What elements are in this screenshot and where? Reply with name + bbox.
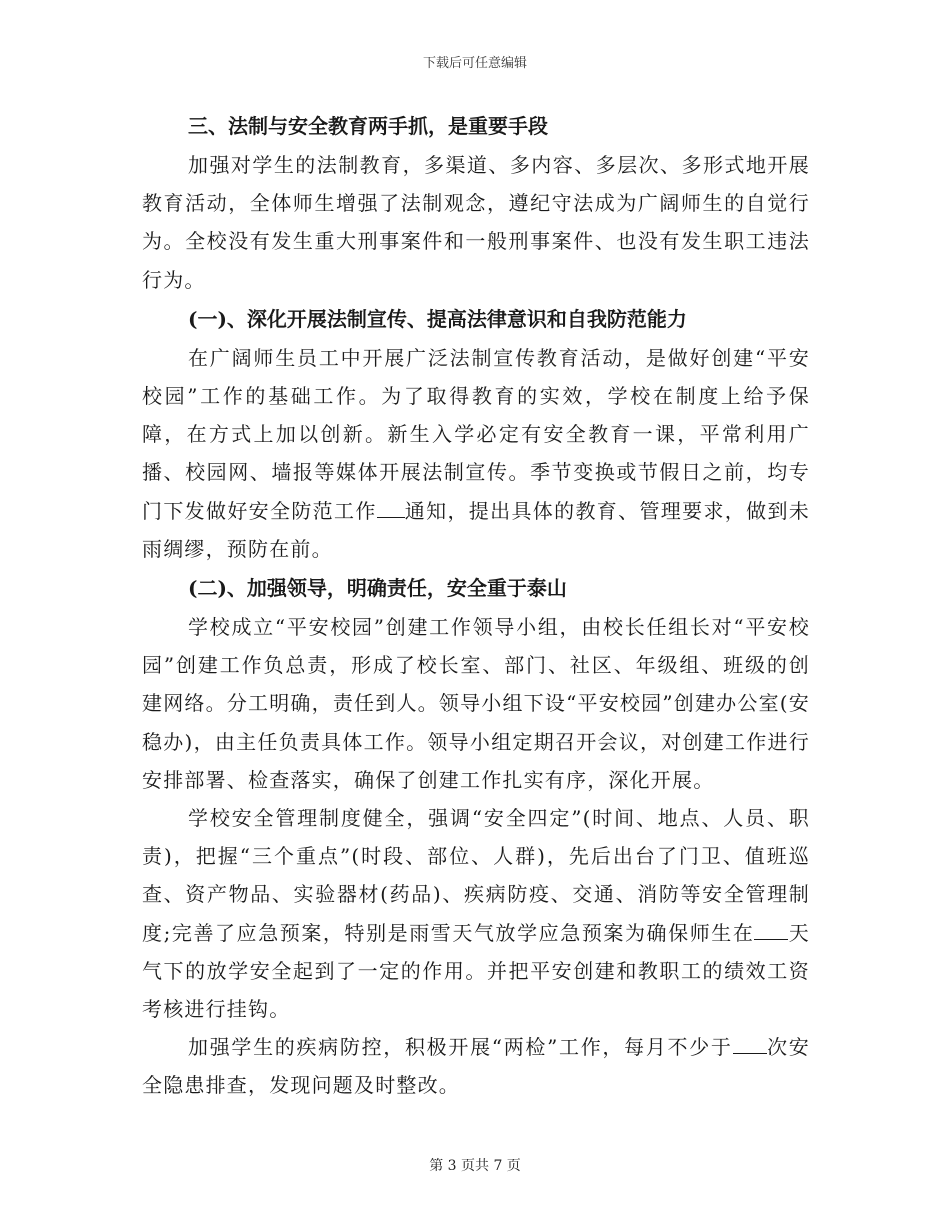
- subsection-2-paragraph-2: [142, 799, 810, 1028]
- subsection-1-text-before-blank: 在广阔师生员工中开展广泛法制宣传教育活动，是做好创建“平安校园”工作的基础工作。为了取得教育的实效，学校在制度上给予保障，在方式上加以创新。新生入学必定有安全教育一课，平常利用广播、校园网、墙报等媒体开展法制宣传。季节变换或节假日之前，均专门下发做好安全防范工作: [142, 345, 810, 523]
- fill-in-blank: [754, 918, 788, 940]
- subsection-2-paragraph-1: 学校成立“平安校园”创建工作领导小组，由校长任组长对“平安校园”创建工作负总责，形成了校长室、部门、社区、年级组、班级的创建网络。分工明确，责任到人。领导小组下设“平安校园”创建办公室(安稳办)，由主任负责具体工作。领导小组定期召开会议，对创建工作进行安排部署、检查落实，确保了创建工作扎实有序，深化开展。: [142, 615, 810, 792]
- subsection-1-text-after-blank: 通知，提出具体的教育、管理要求，做到未雨绸缪，预防在前。: [142, 498, 810, 561]
- fill-in-blank: [377, 496, 405, 518]
- subsection-2-p2-text-after-blank: 天气下的放学安全起到了一定的作用。并把平安创建和教职工的绩效工资考核进行挂钩。: [142, 920, 810, 1022]
- section-3-intro-paragraph: 加强对学生的法制教育，多渠道、多内容、多层次、多形式地开展教育活动，全体师生增强了法制观念，遵纪守法成为广阔师生的自觉行为。全校没有发生重大刑事案件和一般刑事案件、也没有发生职工违法行为。: [142, 153, 810, 292]
- section-3-heading: 三、法制与安全教育两手抓，是重要手段: [188, 114, 548, 138]
- subsection-2-heading: (二)、加强领导，明确责任，安全重于泰山: [188, 576, 567, 601]
- subsection-2-p2-text-before-blank: 学校安全管理制度健全，强调“安全四定”(时间、地点、人员、职责)，把握“三个重点”(时段、部位、人群)，先后出台了门卫、值班巡查、资产物品、实验器材(药品)、疾病防疫、交通、消防等安全管理制度;完善了应急预案，特别是雨雪天气放学应急预案为确保师生在: [142, 806, 810, 945]
- fill-in-blank: [733, 1032, 767, 1054]
- page-number-footer: 第 3 页共 7 页: [429, 1158, 521, 1174]
- document-body: [142, 106, 810, 1105]
- subsection-2-p3-text-after-blank: 次安全隐患排查，发现问题及时整改。: [142, 1035, 810, 1098]
- subsection-1-paragraph: [142, 339, 810, 568]
- page-header-note: 下载后可任意编辑: [422, 56, 527, 71]
- subsection-2-paragraph-3: [142, 1028, 810, 1104]
- subsection-2-p3-text-before-blank: 加强学生的疾病防控，积极开展“两检”工作，每月不少于: [188, 1035, 733, 1060]
- subsection-1-heading: (一)、深化开展法制宣传、提高法律意识和自我防范能力: [188, 306, 687, 331]
